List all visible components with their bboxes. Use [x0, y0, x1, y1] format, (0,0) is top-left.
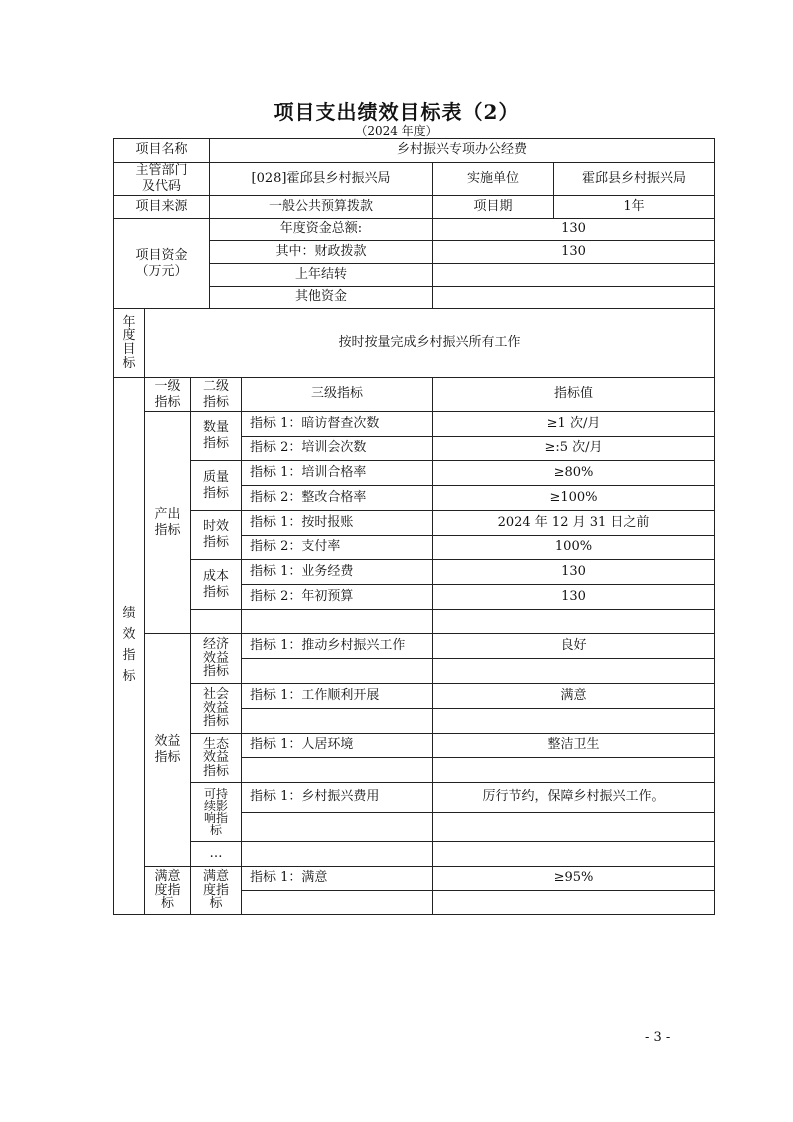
- eco-empty-name: [241, 757, 433, 783]
- funds-total-value: 130: [432, 218, 715, 241]
- quantity-indicator-label: 数量 指标: [190, 411, 242, 461]
- satisfaction-indicator-label: 满意 度指 标: [144, 866, 191, 915]
- funds-label: 项目资金 （万元）: [113, 218, 210, 309]
- document-year: （2024 年度）: [355, 124, 438, 138]
- satisfaction-empty-value: [432, 890, 715, 915]
- perf-header-l1: 一级 指标: [144, 377, 191, 412]
- cost-indicator-2-value: 130: [432, 584, 715, 610]
- time-indicator-label: 时效 指标: [190, 510, 242, 560]
- quantity-indicator-2-value: ≥:5 次/月: [432, 436, 715, 461]
- satisfaction-l2-label: 满意 度指 标: [190, 866, 242, 915]
- funds-carryover-label: 上年结转: [209, 263, 433, 287]
- cost-indicator-1-value: 130: [432, 559, 715, 585]
- period-value: 1年: [553, 195, 715, 219]
- output-empty-value: [432, 609, 715, 634]
- time-indicator-2-value: 100%: [432, 535, 715, 560]
- sustain-empty-name: [241, 812, 433, 842]
- document-title: 项目支出绩效目标表（2）: [273, 100, 520, 124]
- period-label: 项目期: [432, 195, 554, 219]
- page-number: - 3 -: [645, 1030, 671, 1045]
- eco-indicator-1-value: 整洁卫生: [432, 733, 715, 758]
- project-name-label: 项目名称: [113, 138, 210, 163]
- economic-benefit-label: 经济 效益 指标: [190, 633, 242, 684]
- impl-label: 实施单位: [432, 162, 554, 196]
- sustain-benefit-label: 可持 续影 响指 标: [190, 782, 242, 842]
- social-empty-name: [241, 708, 433, 734]
- eco-benefit-label: 生态 效益 指标: [190, 733, 242, 783]
- cost-indicator-1-name: 指标 1：业务经费: [241, 559, 433, 585]
- funds-total-label: 年度资金总额:: [209, 218, 433, 241]
- benefit-indicator-label: 效益 指标: [144, 633, 191, 867]
- perf-header-l3: 三级指标: [241, 377, 433, 412]
- satisfaction-indicator-1-name: 指标 1：满意: [241, 866, 433, 891]
- perf-label: 绩 效 指 标: [113, 377, 145, 915]
- economic-empty-name: [241, 658, 433, 684]
- benefit-ellipsis-value: [432, 841, 715, 867]
- dept-label: 主管部门 及代码: [113, 162, 210, 196]
- eco-empty-value: [432, 757, 715, 783]
- goal-text: 按时按量完成乡村振兴所有工作: [144, 308, 715, 378]
- quantity-indicator-1-name: 指标 1：暗访督查次数: [241, 411, 433, 437]
- economic-empty-value: [432, 658, 715, 684]
- social-empty-value: [432, 708, 715, 734]
- quantity-indicator-2-name: 指标 2：培训会次数: [241, 436, 433, 461]
- quality-indicator-label: 质量 指标: [190, 460, 242, 511]
- social-benefit-label: 社会 效益 指标: [190, 683, 242, 734]
- funds-other-value: [432, 286, 715, 309]
- economic-indicator-1-value: 良好: [432, 633, 715, 659]
- perf-header-l2: 二级 指标: [190, 377, 242, 412]
- quality-indicator-1-value: ≥80%: [432, 460, 715, 486]
- eco-indicator-1-name: 指标 1：人居环境: [241, 733, 433, 758]
- sustain-indicator-1-value: 厉行节约，保障乡村振兴工作。: [432, 782, 715, 813]
- source-label: 项目来源: [113, 195, 210, 219]
- social-indicator-1-value: 满意: [432, 683, 715, 709]
- cost-indicator-2-name: 指标 2：年初预算: [241, 584, 433, 610]
- goal-label: 年 度 目 标: [113, 308, 145, 378]
- time-indicator-1-name: 指标 1：按时报账: [241, 510, 433, 536]
- satisfaction-indicator-1-value: ≥95%: [432, 866, 715, 891]
- quantity-indicator-1-value: ≥1 次/月: [432, 411, 715, 437]
- perf-header-value: 指标值: [432, 377, 715, 412]
- funds-other-label: 其他资金: [209, 286, 433, 309]
- impl-value: 霍邱县乡村振兴局: [553, 162, 715, 196]
- output-indicator-label: 产出 指标: [144, 411, 191, 634]
- satisfaction-empty-name: [241, 890, 433, 915]
- time-indicator-1-value: 2024 年 12 月 31 日之前: [432, 510, 715, 536]
- output-empty-l2: [190, 609, 242, 634]
- funds-carryover-value: [432, 263, 715, 287]
- dept-value: [028]霍邱县乡村振兴局: [209, 162, 433, 196]
- benefit-ellipsis-name: [241, 841, 433, 867]
- funds-fiscal-label: 其中：财政拨款: [209, 240, 433, 264]
- benefit-ellipsis: …: [190, 841, 242, 867]
- quality-indicator-2-value: ≥100%: [432, 485, 715, 511]
- economic-indicator-1-name: 指标 1：推动乡村振兴工作: [241, 633, 433, 659]
- cost-indicator-label: 成本 指标: [190, 559, 242, 610]
- time-indicator-2-name: 指标 2：支付率: [241, 535, 433, 560]
- quality-indicator-2-name: 指标 2：整改合格率: [241, 485, 433, 511]
- source-value: 一般公共预算拨款: [209, 195, 433, 219]
- sustain-indicator-1-name: 指标 1：乡村振兴费用: [241, 782, 433, 813]
- social-indicator-1-name: 指标 1：工作顺利开展: [241, 683, 433, 709]
- output-empty-name: [241, 609, 433, 634]
- quality-indicator-1-name: 指标 1：培训合格率: [241, 460, 433, 486]
- funds-fiscal-value: 130: [432, 240, 715, 264]
- sustain-empty-value: [432, 812, 715, 842]
- project-name-value: 乡村振兴专项办公经费: [209, 138, 715, 163]
